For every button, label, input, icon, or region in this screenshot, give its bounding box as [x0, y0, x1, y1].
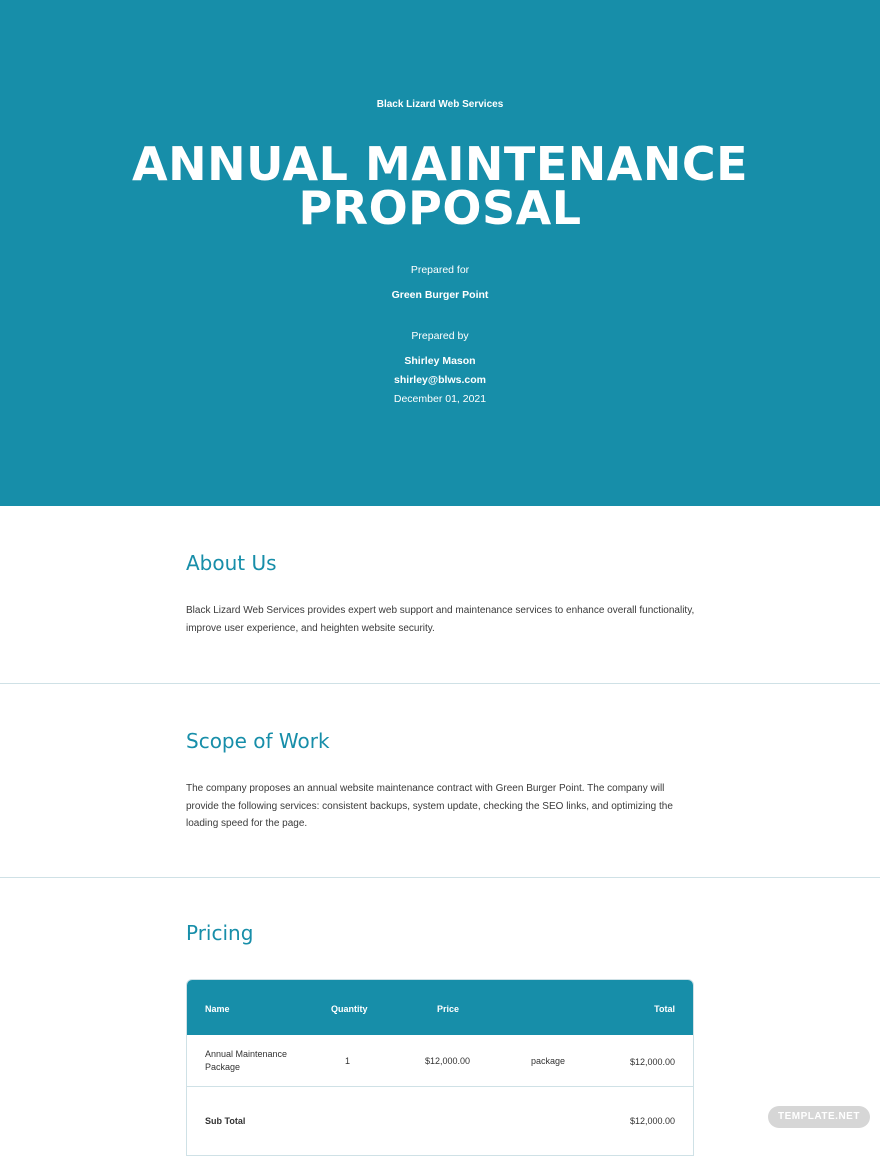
scope-body: The company proposes an annual website maintenance contract with Green Burger Point. The company will provide the following services: consistent backups, system update, checking the SEO links, and optimizing the loading speed for the page.: [186, 783, 673, 829]
prepared-by-email: shirley@blws.com: [394, 374, 486, 386]
item-name-line-2: Package: [205, 1062, 241, 1072]
title-line-1: ANNUAL MAINTENANCE: [131, 137, 749, 191]
column-header-name: Name: [205, 1004, 230, 1014]
pricing-heading: Pricing: [186, 921, 254, 945]
item-unit: package: [531, 1056, 566, 1066]
item-name-line-1: Annual Maintenance: [205, 1049, 288, 1059]
subtotal-value: $12,000.00: [629, 1116, 675, 1126]
section-divider: [0, 877, 880, 878]
column-header-quantity: Quantity: [331, 1004, 368, 1014]
column-header-total: Total: [654, 1004, 675, 1014]
item-name: [205, 1048, 287, 1074]
prepared-by-name: Shirley Mason: [404, 355, 476, 367]
proposal-date: December 01, 2021: [393, 393, 487, 405]
prepared-by-label: Prepared by: [411, 330, 469, 342]
column-header-price: Price: [437, 1004, 460, 1014]
scope-section: [186, 729, 696, 833]
scope-heading: Scope of Work: [186, 729, 330, 753]
table-header: [187, 980, 693, 1035]
prepared-for-value: Green Burger Point: [391, 289, 489, 301]
title-line-2: PROPOSAL: [298, 181, 582, 235]
pricing-section: [186, 921, 696, 945]
item-quantity: 1: [345, 1056, 351, 1066]
about-section: [186, 551, 696, 637]
subtotal-label: Sub Total: [205, 1116, 246, 1126]
subtotal-row: [187, 1087, 693, 1155]
about-body: Black Lizard Web Services provides expert web support and maintenance services to enhance overall functionality, improve user experience, and heighten website security.: [186, 605, 695, 634]
company-name: Black Lizard Web Services: [376, 99, 504, 110]
pricing-table: [186, 979, 694, 1156]
template-watermark-badge[interactable]: TEMPLATE.NET: [768, 1106, 870, 1128]
item-total: $12,000.00: [629, 1057, 675, 1067]
cover-header: [0, 0, 880, 506]
section-divider: [0, 683, 880, 684]
prepared-for-label: Prepared for: [410, 264, 470, 276]
table-row: [187, 1035, 693, 1086]
document-title: [0, 137, 880, 235]
about-heading: About Us: [186, 551, 277, 575]
item-price: $12,000.00: [425, 1056, 471, 1066]
